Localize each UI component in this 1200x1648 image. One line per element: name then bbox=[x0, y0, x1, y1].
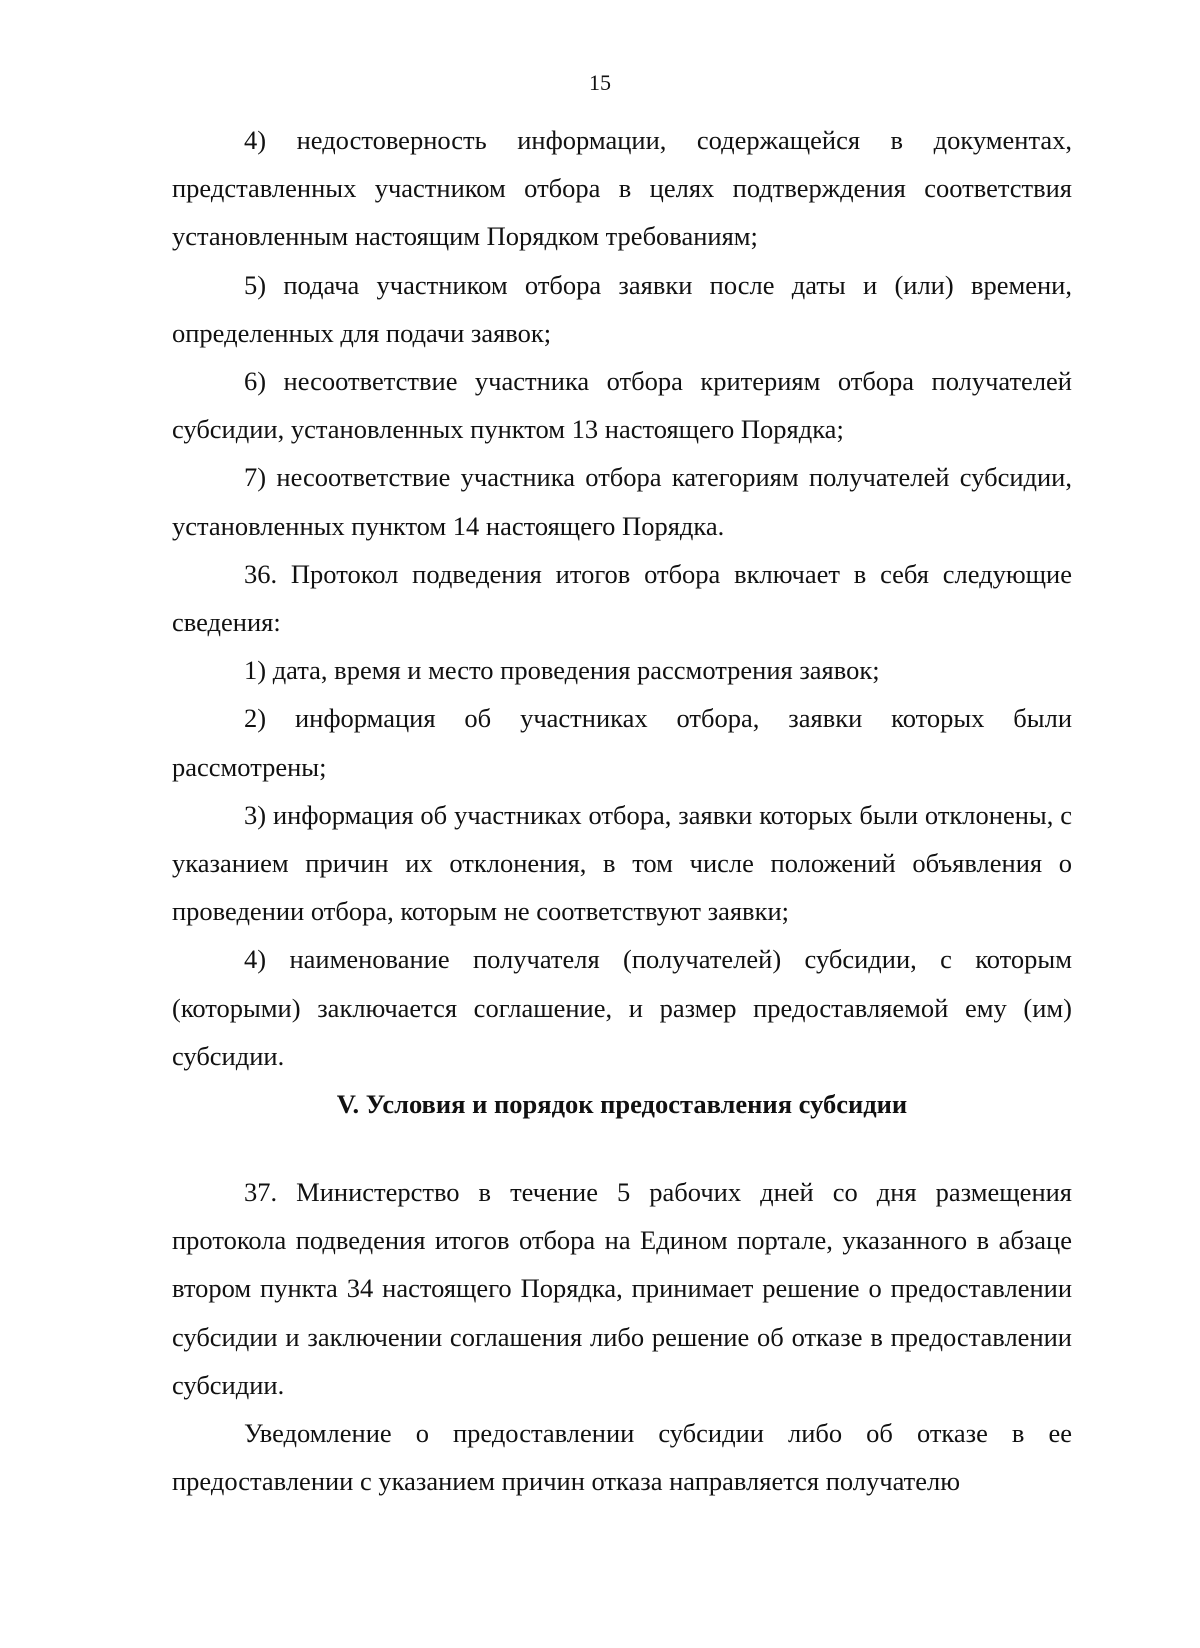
paragraph-clause-36-item-1: 1) дата, время и место проведения рассмотрения заявок; bbox=[244, 655, 880, 686]
paragraph-item-5-late-submission: 5) подача участником отбора заявки после даты и (или) времени, определенных для подачи заявок; bbox=[172, 269, 1072, 348]
paragraph-notification: Уведомление о предоставлении субсидии либо об отказе в ее предоставлении с указанием причин отказа направляется получателю bbox=[172, 1418, 1072, 1497]
page-number: 15 bbox=[589, 70, 611, 95]
paragraph-clause-36: 36. Протокол подведения итогов отбора включает в себя следующие сведения: bbox=[172, 558, 1072, 638]
paragraph-clause-36-item-4: 4) наименование получателя (получателей) субсидии, с которым (которыми) заключается соглашение, и размер предоставляемой ему (им) субсидии. bbox=[172, 944, 1072, 1071]
paragraph-clause-36-item-2: 2) информация об участниках отбора, заявки которых были рассмотрены; bbox=[172, 703, 1072, 782]
paragraph-clause-37: 37. Министерство в течение 5 рабочих дней со дня размещения протокола подведения итогов отбора на Едином портале, указанного в абзаце втором пункта 34 настоящего Порядка, принимает решение о предоставлении субсидии и заключении соглашения либо решение об отказе в предоставлении субсидии. bbox=[172, 1177, 1072, 1400]
section-heading: V. Условия и порядок предоставления субсидии bbox=[336, 1089, 908, 1120]
paragraph-item-6-criteria-mismatch: 6) несоответствие участника отбора критериям отбора получателей субсидии, установленных пунктом 13 настоящего Порядка; bbox=[172, 366, 1072, 445]
paragraph-item-4-unreliable-info: 4) недостоверность информации, содержащейся в документах, представленных участником отбора в целях подтверждения соответствия установленным настоящим Порядком требованиям; bbox=[172, 125, 1072, 252]
document-body bbox=[172, 116, 1072, 1505]
paragraph-item-7-category-mismatch: 7) несоответствие участника отбора категориям получателей субсидии, установленных пунктом 14 настоящего Порядка. bbox=[172, 462, 1072, 541]
paragraph-clause-36-item-3: 3) информация об участниках отбора, заявки которых были отклонены, с указанием причин их отклонения, в том числе положений объявления о проведении отбора, которым не соответствуют заявки; bbox=[172, 799, 1072, 927]
